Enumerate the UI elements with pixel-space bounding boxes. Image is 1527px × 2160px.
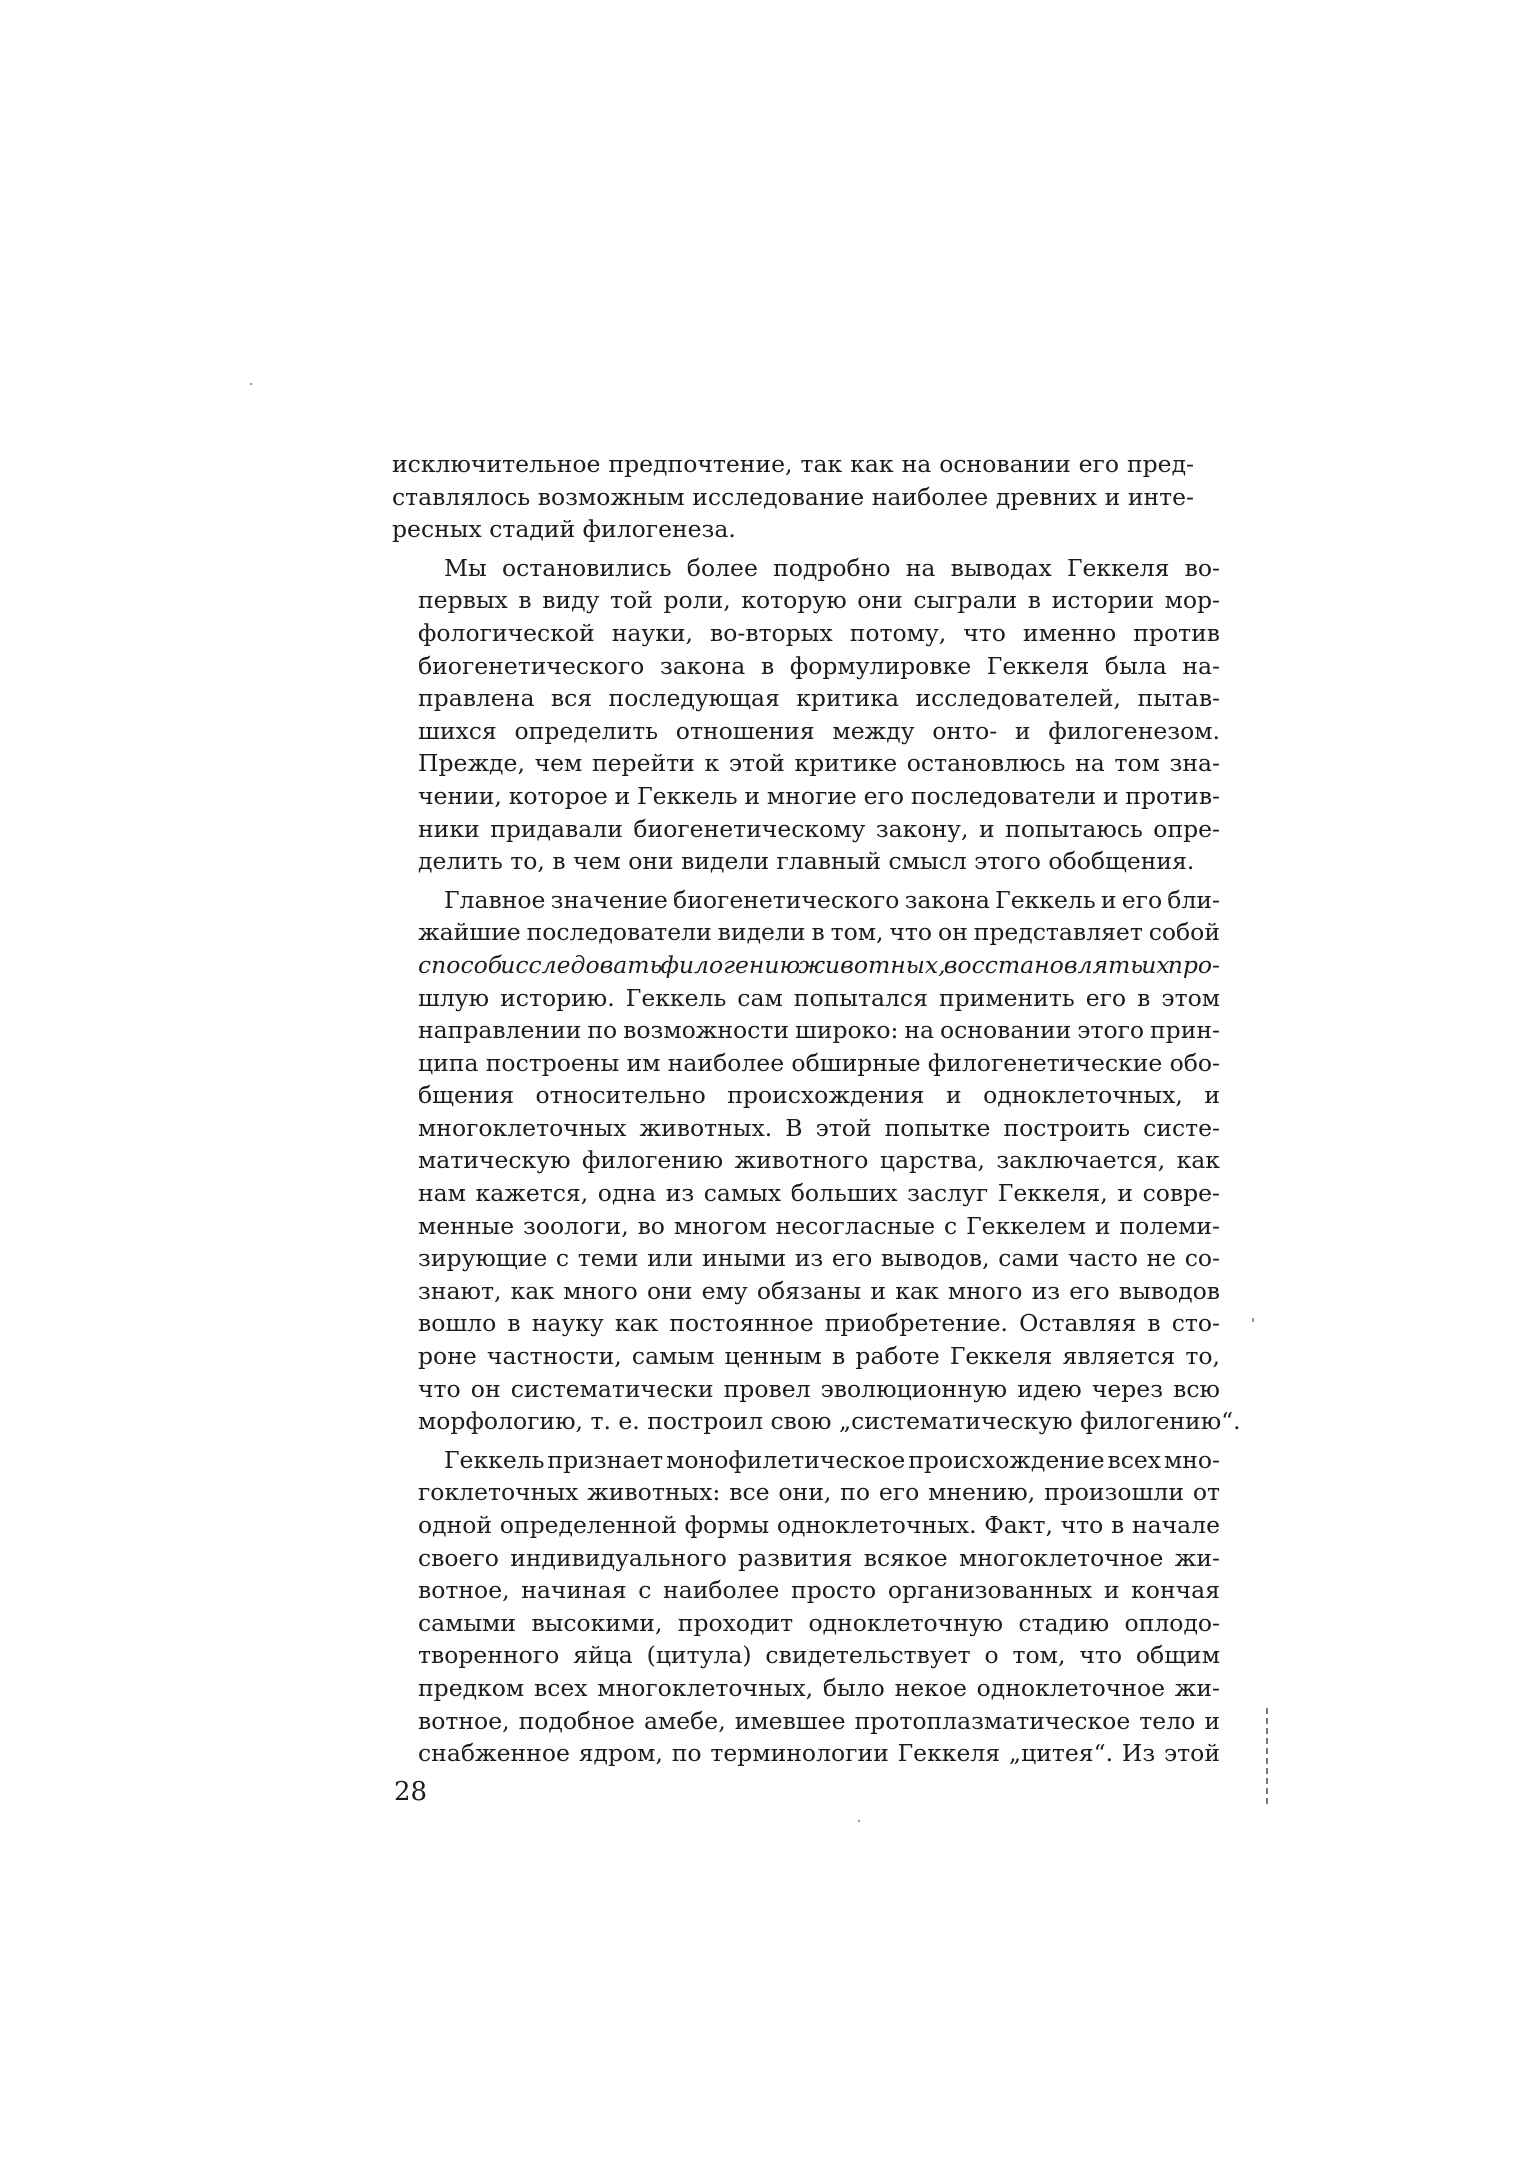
paragraph-4 [392, 1444, 1220, 1770]
text-line: ципа построены им наиболее обширные филогенетические обо- [418, 1048, 1220, 1077]
text-line: жайшие последователи видели в том, что он представляет собой [418, 918, 1220, 947]
scan-artifact-line [1266, 1708, 1268, 1808]
page-number: 28 [394, 1777, 428, 1807]
text-line: многоклеточных животных. В этой попытке построить систе- [418, 1113, 1220, 1142]
text-line: исключительное предпочтение, так как на основании его пред- [392, 450, 1194, 478]
body-text [392, 448, 1241, 1776]
text-line: вотное, подобное амебе, имевшее протоплазматическое тело и [418, 1706, 1220, 1735]
text-line-italic: способ исследовать филогению животных, восстановлять их про- [418, 950, 1220, 979]
text-line: гоклеточных животных: все они, по его мнению, произошли от [418, 1478, 1220, 1507]
text-line: менные зоологи, во многом несогласные с Геккелем и полеми- [418, 1211, 1220, 1240]
text-line: ставлялось возможным исследование наиболее древних и инте- [392, 482, 1194, 511]
text-line: одной определенной формы одноклеточных. Факт, что в начале [418, 1511, 1220, 1539]
text-line: фологической науки, во-вторых потому, что именно против [418, 618, 1220, 647]
text-line: делить то, в чем они видели главный смысл этого обобщения. [418, 847, 1195, 876]
text-line: зирующие с теми или иными из его выводов, сами часто не со- [418, 1244, 1220, 1273]
text-line: матическую филогению животного царства, заключается, как [418, 1146, 1220, 1175]
text-line: правлена вся последующая критика исследователей, пытав- [418, 684, 1220, 713]
text-line: ресных стадий филогенеза. [392, 515, 736, 544]
text-line: самыми высокими, проходит одноклеточную стадию оплодо- [418, 1608, 1220, 1637]
text-line: что он систематически провел эволюционную идею через всю [418, 1374, 1220, 1403]
text-line: творенного яйца (цитула) свидетельствует о том, что общим [418, 1641, 1220, 1670]
text-line: шихся определить отношения между онто- и филогенезом. [418, 716, 1220, 745]
text-line: нам кажется, одна из самых больших заслуг Геккеля, и совре- [418, 1179, 1220, 1208]
text-line: Мы остановились более подробно на выводах Геккеля во- [444, 553, 1220, 582]
scan-artifact-dot [1252, 1318, 1254, 1322]
paragraph-3 [392, 884, 1241, 1438]
text-line: предком всех многоклеточных, было некое одноклеточное жи- [418, 1673, 1220, 1702]
paragraph-1 [392, 448, 1194, 546]
text-line: шлую историю. Геккель сам попытался применить его в этом [418, 983, 1220, 1012]
text-line: морфологию, т. е. построил свою „систематическую филогению“. [418, 1407, 1241, 1436]
text-line: знают, как много они ему обязаны и как много из его выводов [418, 1276, 1220, 1305]
paragraph-2 [392, 552, 1220, 878]
text-line: биогенетического закона в формулировке Геккеля была на- [418, 651, 1220, 680]
text-line: вотное, начиная с наиболее просто организованных и кончая [418, 1576, 1220, 1605]
text-line: чении, которое и Геккель и многие его последователи и против- [418, 781, 1220, 810]
text-line: вошло в науку как постоянное приобретение. Оставляя в сто- [418, 1309, 1220, 1338]
scan-artifact-dot [250, 383, 252, 385]
text-line: ники придавали биогенетическому закону, и попытаюсь опре- [418, 814, 1220, 843]
text-line: направлении по возможности широко: на основании этого прин- [418, 1016, 1220, 1045]
text-line: снабженное ядром, по терминологии Геккеля „цитея“. Из этой [418, 1739, 1220, 1768]
text-line: роне частности, самым ценным в работе Геккеля является то, [418, 1342, 1220, 1371]
text-line: Прежде, чем перейти к этой критике остановлюсь на том зна- [418, 749, 1220, 778]
scan-artifact-dot [858, 1820, 860, 1822]
text-line: первых в виду той роли, которую они сыграли в истории мор- [418, 586, 1220, 615]
text-line: бщения относительно происхождения и одноклеточных, и [418, 1081, 1220, 1110]
text-line: своего индивидуального развития всякое многоклеточное жи- [418, 1543, 1220, 1572]
text-line: Геккель признает монофилетическое происхождение всех мно- [444, 1445, 1220, 1474]
text-line: Главное значение биогенетического закона Геккель и его бли- [444, 885, 1220, 914]
